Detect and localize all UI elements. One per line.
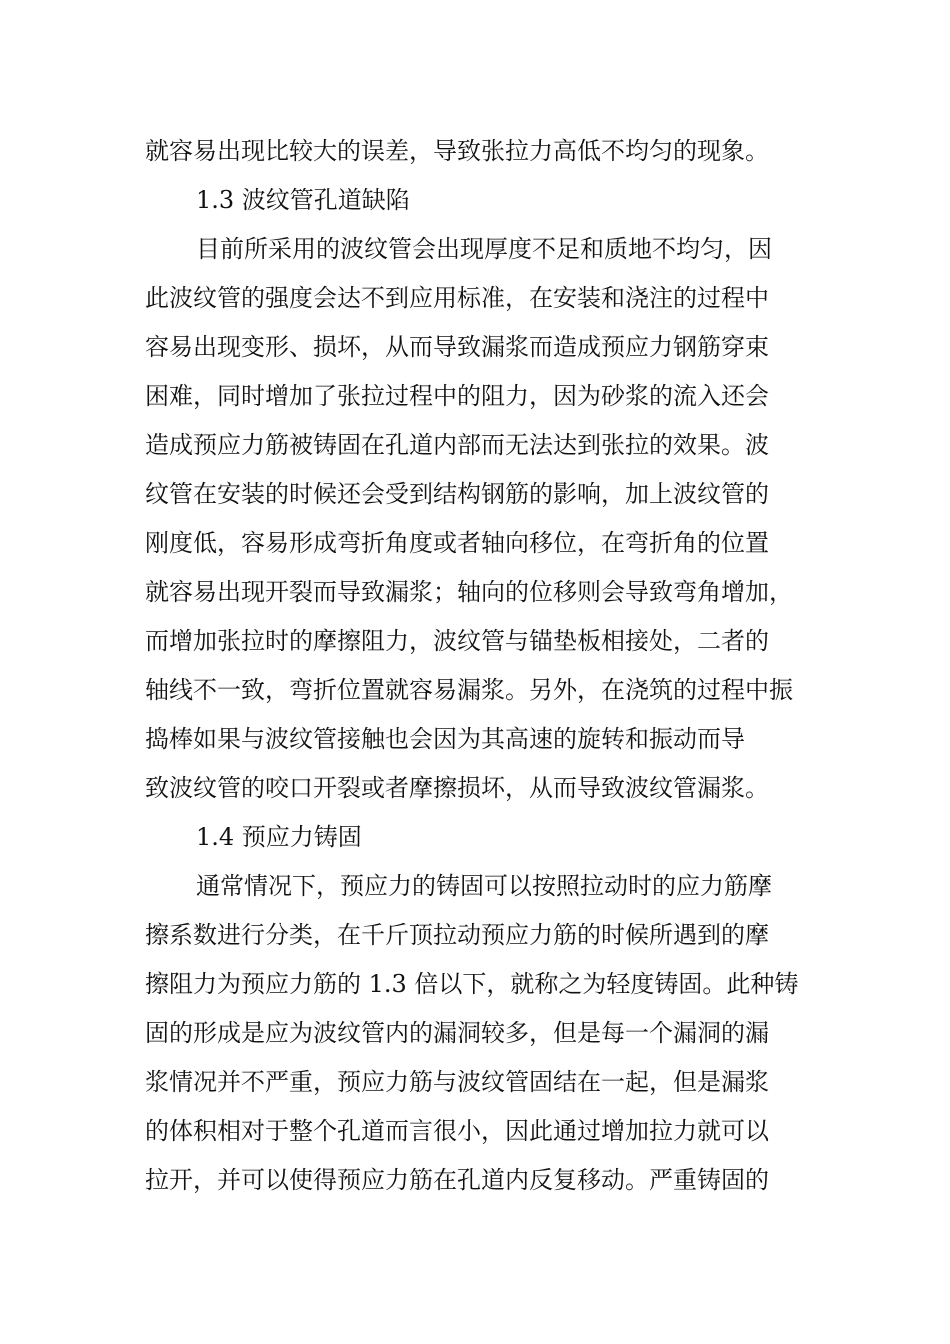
paragraph-line: 容易出现变形、损坏，从而导致漏浆而造成预应力钢筋穿束: [145, 333, 769, 361]
paragraph-line: 困难，同时增加了张拉过程中的阻力，因为砂浆的流入还会: [145, 382, 769, 410]
paragraph-line: 捣棒如果与波纹管接触也会因为其高速的旋转和振动而导: [145, 725, 745, 753]
paragraph-line: 浆情况并不严重，预应力筋与波纹管固结在一起，但是漏浆: [145, 1068, 769, 1096]
paragraph-line: 擦阻力为预应力筋的 1.3 倍以下，就称之为轻度铸固。此种铸: [145, 970, 799, 998]
paragraph-line: 拉开，并可以使得预应力筋在孔道内反复移动。严重铸固的: [145, 1166, 769, 1194]
paragraph-line: 纹管在安装的时候还会受到结构钢筋的影响，加上波纹管的: [145, 480, 769, 508]
paragraph-line: 擦系数进行分类，在千斤顶拉动预应力筋的时候所遇到的摩: [145, 921, 769, 949]
paragraph-line: 就容易出现比较大的误差，导致张拉力高低不均匀的现象。: [145, 137, 769, 165]
paragraph-line: 造成预应力筋被铸固在孔道内部而无法达到张拉的效果。波: [145, 431, 769, 459]
paragraph-line: 而增加张拉时的摩擦阻力，波纹管与锚垫板相接处，二者的: [145, 627, 769, 655]
paragraph-line: 此波纹管的强度会达不到应用标准，在安装和浇注的过程中: [145, 284, 769, 312]
section-heading-1-4: 1.4 预应力铸固: [196, 823, 362, 851]
paragraph-line: 通常情况下，预应力的铸固可以按照拉动时的应力筋摩: [196, 872, 772, 900]
paragraph-line: 的体积相对于整个孔道而言很小，因此通过增加拉力就可以: [145, 1117, 769, 1145]
section-heading-1-3: 1.3 波纹管孔道缺陷: [196, 186, 410, 214]
paragraph-line: 就容易出现开裂而导致漏浆；轴向的位移则会导致弯角增加，: [145, 578, 793, 606]
paragraph-line: 刚度低，容易形成弯折角度或者轴向移位，在弯折角的位置: [145, 529, 769, 557]
paragraph-line: 目前所采用的波纹管会出现厚度不足和质地不均匀，因: [196, 235, 772, 263]
paragraph-line: 轴线不一致，弯折位置就容易漏浆。另外，在浇筑的过程中振: [145, 676, 793, 704]
paragraph-line: 固的形成是应为波纹管内的漏洞较多，但是每一个漏洞的漏: [145, 1019, 769, 1047]
paragraph-line: 致波纹管的咬口开裂或者摩擦损坏，从而导致波纹管漏浆。: [145, 774, 769, 802]
